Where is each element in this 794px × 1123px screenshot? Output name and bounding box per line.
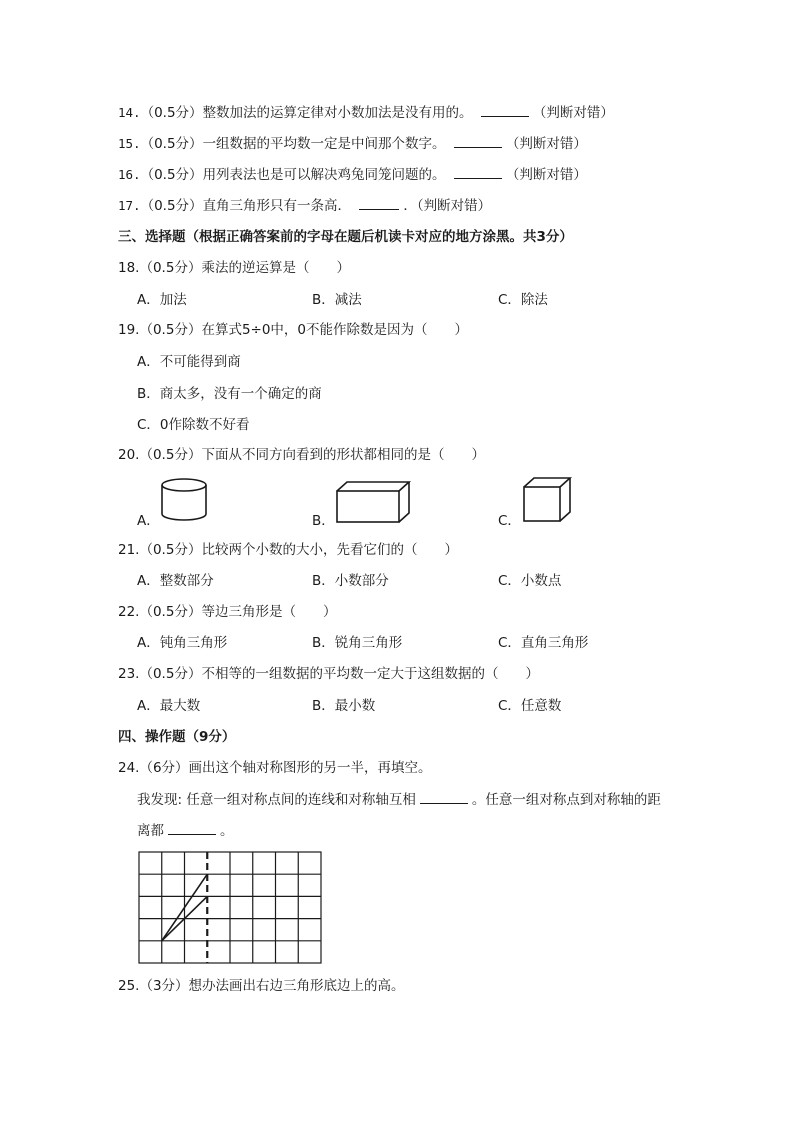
q21-option-a[interactable]: A．整数部分 xyxy=(137,573,214,589)
question-text: 一组数据的平均数一定是中间那个数字。 xyxy=(202,136,446,152)
question-number: 17. xyxy=(118,198,141,213)
q24-text-part: 我发现: 任意一组对称点间的连线和对称轴互相 xyxy=(137,792,416,808)
question-19-stem: 19.（0.5分）在算式5÷0中，0不能作除数是因为（ ） xyxy=(118,322,469,338)
q24-text-part: 。 xyxy=(220,823,234,839)
question-number: 16. xyxy=(118,167,141,182)
answer-blank[interactable] xyxy=(168,822,216,835)
q22-option-b[interactable]: B．锐角三角形 xyxy=(312,635,403,651)
q19-option-a[interactable]: A．不可能得到商 xyxy=(137,354,241,370)
question-16 xyxy=(118,166,587,184)
q18-option-c[interactable]: C．除法 xyxy=(498,292,548,308)
question-22-stem: 22.（0.5分）等边三角形是（ ） xyxy=(118,604,337,620)
q20-option-c[interactable]: C． xyxy=(498,513,521,529)
question-text: 整数加法的运算定律对小数加法是没有用的。 xyxy=(202,105,473,121)
answer-blank[interactable] xyxy=(481,104,529,117)
q22-option-a[interactable]: A．钝角三角形 xyxy=(137,635,228,651)
question-24-stem: 24.（6分）画出这个轴对称图形的另一半，再填空。 xyxy=(118,760,432,776)
answer-blank[interactable] xyxy=(454,166,502,179)
q24-text-part: 离都 xyxy=(137,823,164,839)
cube-figure xyxy=(523,477,573,523)
question-18-stem: 18.（0.5分）乘法的逆运算是（ ） xyxy=(118,260,350,276)
question-20-stem: 20.（0.5分）下面从不同方向看到的形状都相同的是（ ） xyxy=(118,447,485,463)
question-14 xyxy=(118,104,614,122)
q23-option-c[interactable]: C．任意数 xyxy=(498,698,562,714)
q22-option-c[interactable]: C．直角三角形 xyxy=(498,635,589,651)
question-text: 直角三角形只有一条高． xyxy=(202,198,352,214)
cuboid-figure xyxy=(336,481,412,525)
q23-option-b[interactable]: B．最小数 xyxy=(312,698,376,714)
q20-option-a[interactable]: A． xyxy=(137,513,160,529)
question-score: （0.5分） xyxy=(140,105,203,121)
question-text: 用列表法也是可以解决鸡兔同笼问题的。 xyxy=(202,167,446,183)
q20-option-b[interactable]: B． xyxy=(312,513,335,529)
q18-option-b[interactable]: B．减法 xyxy=(312,292,362,308)
q19-option-b[interactable]: B．商太多，没有一个确定的商 xyxy=(137,386,322,402)
question-tail: （判断对错） xyxy=(532,105,614,121)
question-number: 14. xyxy=(118,105,141,120)
question-number: 15. xyxy=(118,136,141,151)
answer-blank[interactable] xyxy=(420,791,468,804)
cylinder-figure xyxy=(160,477,210,523)
question-score: （0.5分） xyxy=(140,167,203,183)
section-4-title: 四、操作题（9分） xyxy=(118,729,236,745)
q24-fill-line-1 xyxy=(137,791,661,809)
q24-fill-line-2 xyxy=(137,822,234,840)
q21-option-b[interactable]: B．小数部分 xyxy=(312,573,389,589)
question-score: （0.5分） xyxy=(140,136,203,152)
answer-blank[interactable] xyxy=(359,197,399,210)
question-tail: （判断对错） xyxy=(505,136,587,152)
question-tail: （判断对错） xyxy=(505,167,587,183)
section-3-title: 三、选择题（根据正确答案前的字母在题后机读卡对应的地方涂黑。共3分） xyxy=(118,229,573,245)
question-25-stem: 25.（3分）想办法画出右边三角形底边上的高。 xyxy=(118,978,405,994)
question-score: （0.5分） xyxy=(140,198,203,214)
symmetry-grid-figure xyxy=(138,851,324,965)
q21-option-c[interactable]: C．小数点 xyxy=(498,573,562,589)
q18-option-a[interactable]: A．加法 xyxy=(137,292,187,308)
question-15 xyxy=(118,135,587,153)
question-tail: ．（判断对错） xyxy=(403,198,492,214)
q24-text-part: 。任意一组对称点到对称轴的距 xyxy=(471,792,661,808)
question-17 xyxy=(118,197,491,215)
question-21-stem: 21.（0.5分）比较两个小数的大小，先看它们的（ ） xyxy=(118,542,458,558)
q19-option-c[interactable]: C．0作除数不好看 xyxy=(137,417,250,433)
answer-blank[interactable] xyxy=(454,135,502,148)
question-23-stem: 23.（0.5分）不相等的一组数据的平均数一定大于这组数据的（ ） xyxy=(118,666,539,682)
q23-option-a[interactable]: A．最大数 xyxy=(137,698,201,714)
